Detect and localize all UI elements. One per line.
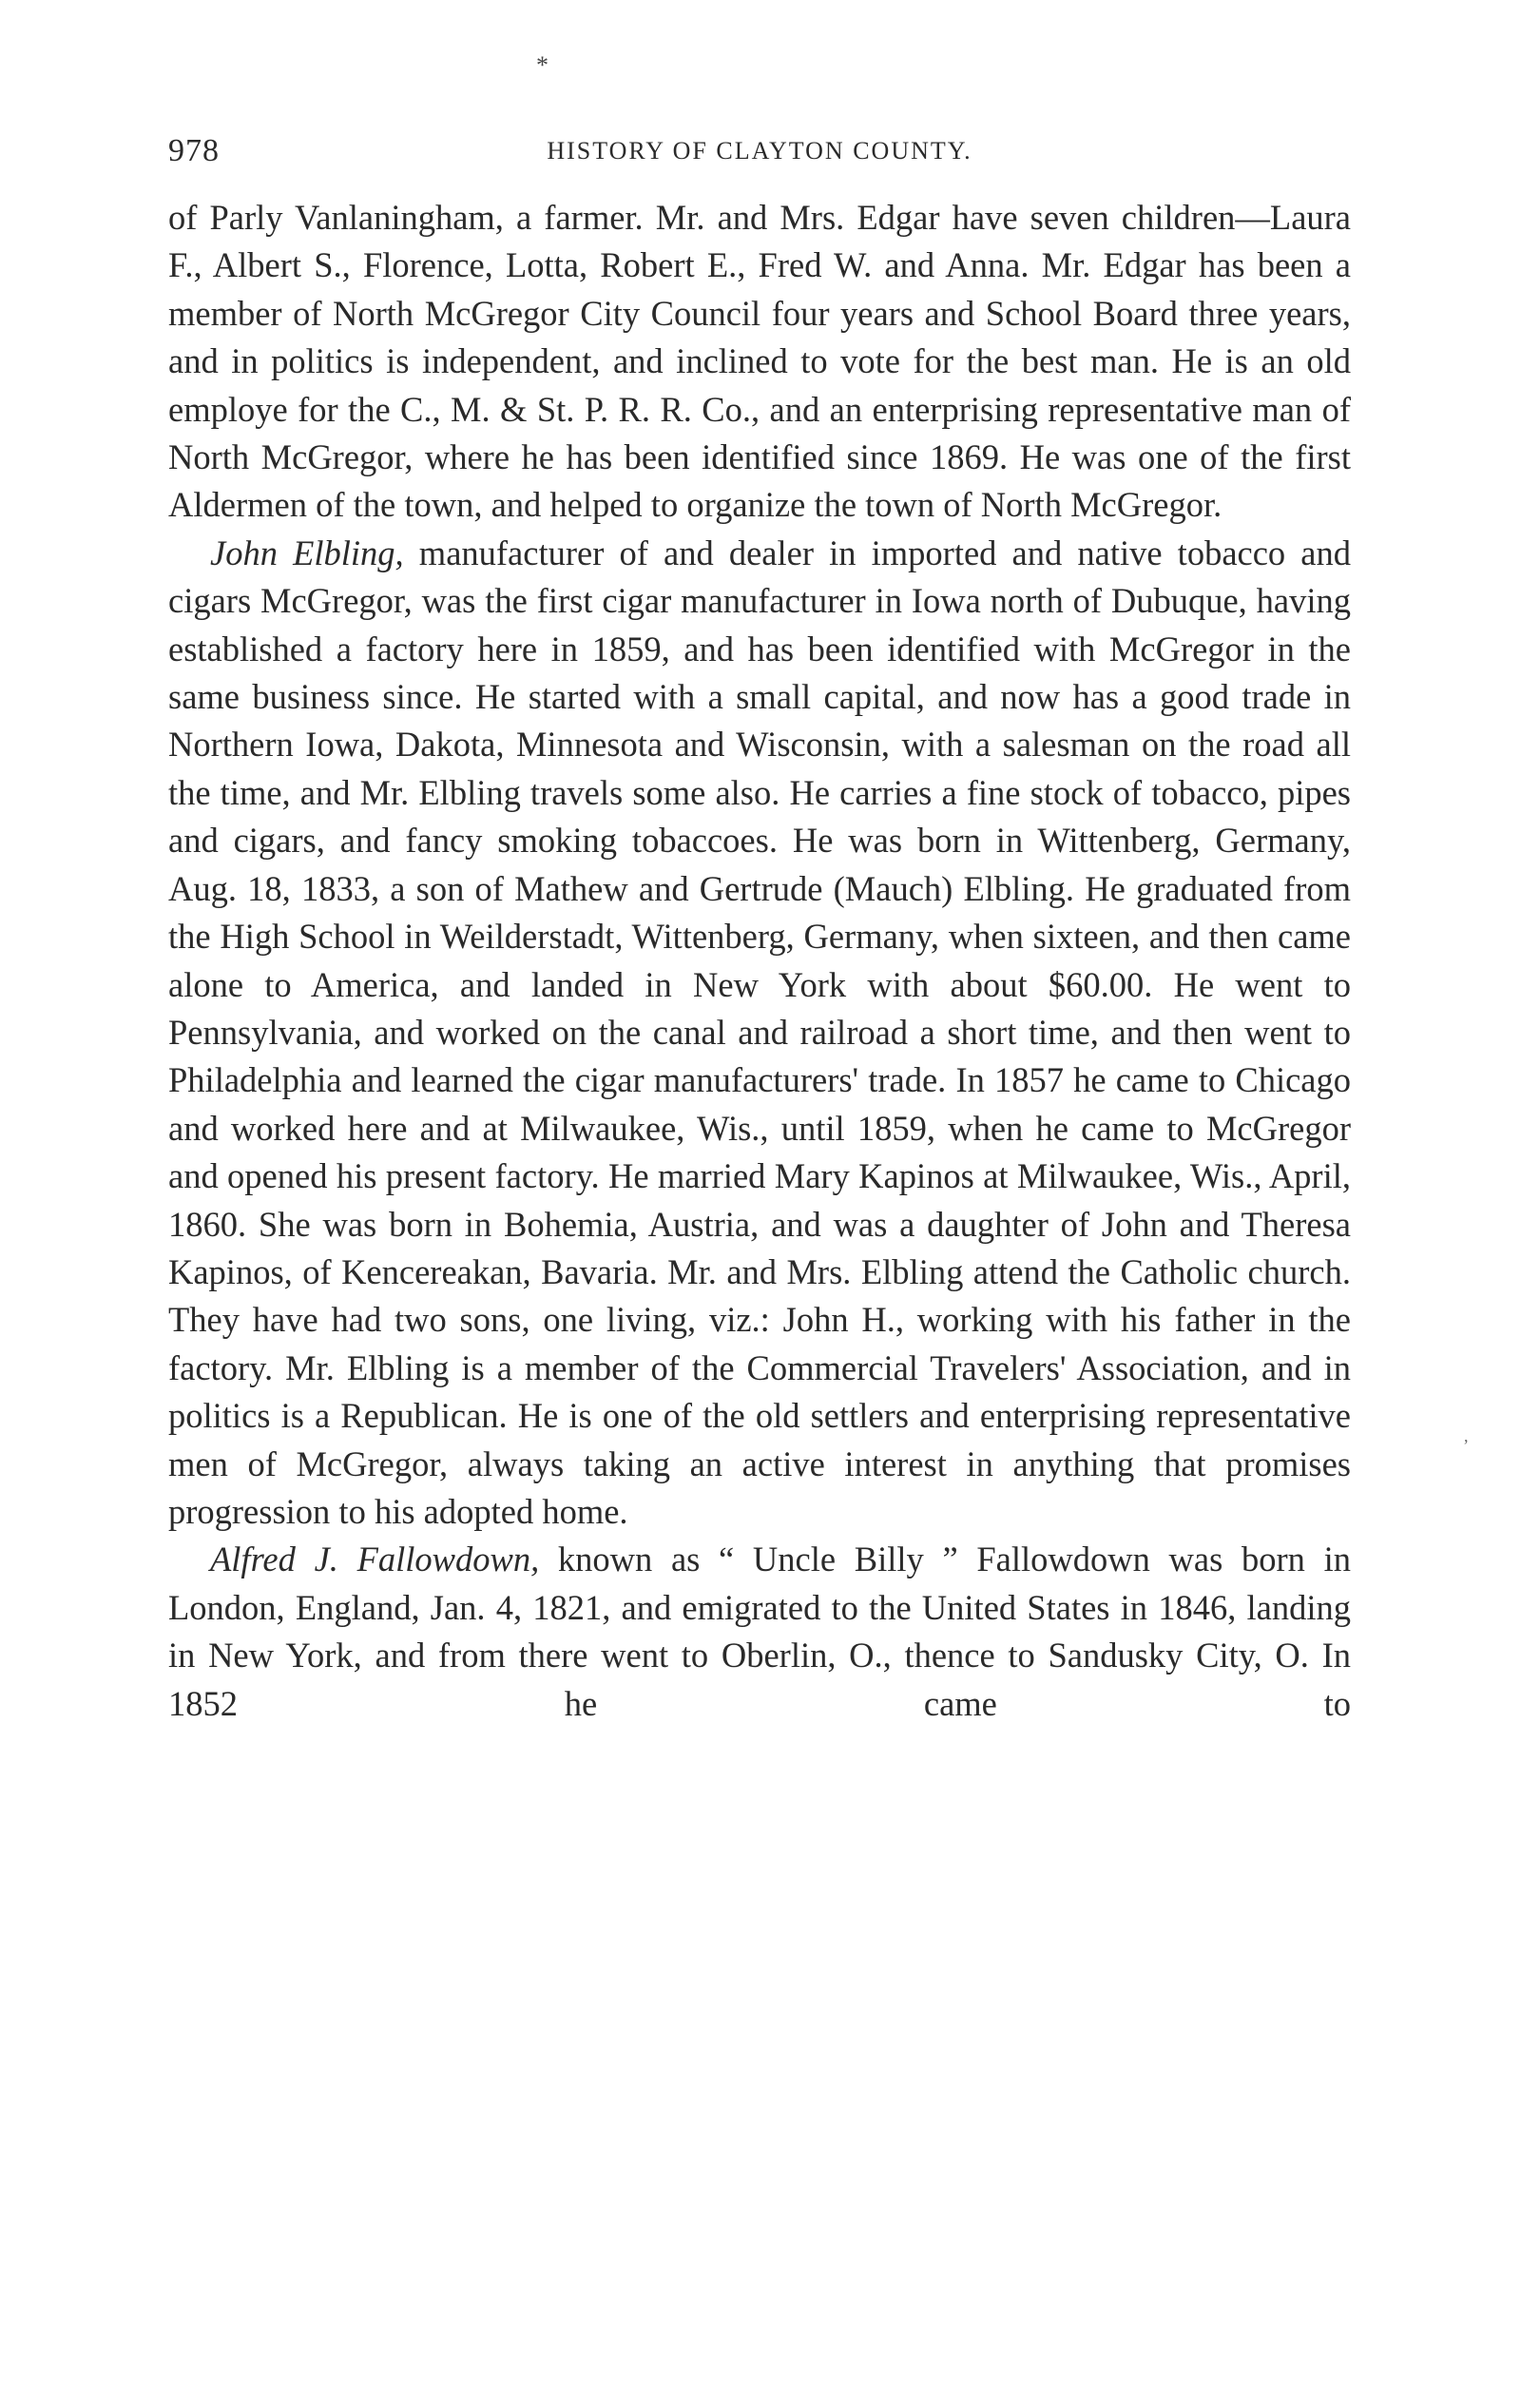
stray-mark: , bbox=[1464, 1426, 1469, 1445]
printer-mark: * bbox=[536, 51, 549, 79]
biography-name: John Elbling, bbox=[210, 533, 404, 572]
biography-name: Alfred J. Fallowdown, bbox=[210, 1540, 540, 1579]
paragraph-elbling bbox=[168, 530, 1351, 1537]
page-body bbox=[168, 194, 1351, 1728]
paragraph-text: manufacturer of and dealer in imported and native tobacco and cigars McGregor, was the first cigar manufacturer in Iowa north of Dubuque, having established a factory here in 1859, and has been identified with McGregor in the same business since. He started with a small capital, and now has a good trade in Northern Iowa, Dakota, Minnesota and Wisconsin, with a salesman on the road all the time, and Mr. Elbling travels some also. He carries a fine stock of tobacco, pipes and cigars, and fancy smoking tobaccoes. He was born in Wittenberg, Germany, Aug. 18, 1833, a son of Mathew and Gertrude (Mauch) Elbling. He graduated from the High School in Weilderstadt, Wittenberg, Germany, when sixteen, and then came alone to America, and landed in New York with about $60.00. He went to Pennsylvania, and worked on the canal and railroad a short time, and then went to Philadelphia and learned the cigar manufacturers' trade. In 1857 he came to Chicago and worked here and at Milwaukee, Wis., until 1859, when he came to McGregor and opened his present factory. He married Mary Kapinos at Milwaukee, Wis., April, 1860. She was born in Bohemia, Austria, and was a daughter of John and Theresa Kapinos, of Kencereakan, Bavaria. Mr. and Mrs. Elbling attend the Catholic church. They have had two sons, one living, viz.: John H., working with his father in the factory. Mr. Elbling is a member of the Commercial Travelers' Association, and in politics is a Republican. He is one of the old settlers and enterprising representative men of McGregor, always taking an active interest in anything that promises progression to his adopted home. bbox=[168, 533, 1351, 1531]
page-number: 978 bbox=[168, 133, 220, 168]
paragraph-text: of Parly Vanlaningham, a farmer. Mr. and Mrs. Edgar have seven children—Laura F., Albert S., Florence, Lotta, Robert E., Fred W. and Anna. Mr. Edgar has been a member of North McGregor City Council four years and School Board three years, and in politics is independent, and inclined to vote for the best man. He is an old employe for the C., M. & St. P. R. R. Co., and an enterprising representative man of North McGregor, where he has been identified since 1869. He was one of the first Aldermen of the town, and helped to organize the town of North McGregor. bbox=[168, 198, 1351, 525]
running-head: HISTORY OF CLAYTON COUNTY. bbox=[547, 137, 972, 165]
paragraph-edgar bbox=[168, 194, 1351, 530]
paragraph-text: known as “ Uncle Billy ” Fallowdown was born in London, England, Jan. 4, 1821, and emigrated to the United States in 1846, landing in New York, and from there went to Oberlin, O., thence to Sandusky City, O. In 1852 he came to bbox=[168, 1540, 1351, 1723]
page-header bbox=[168, 133, 1351, 171]
paragraph-fallowdown bbox=[168, 1536, 1351, 1728]
